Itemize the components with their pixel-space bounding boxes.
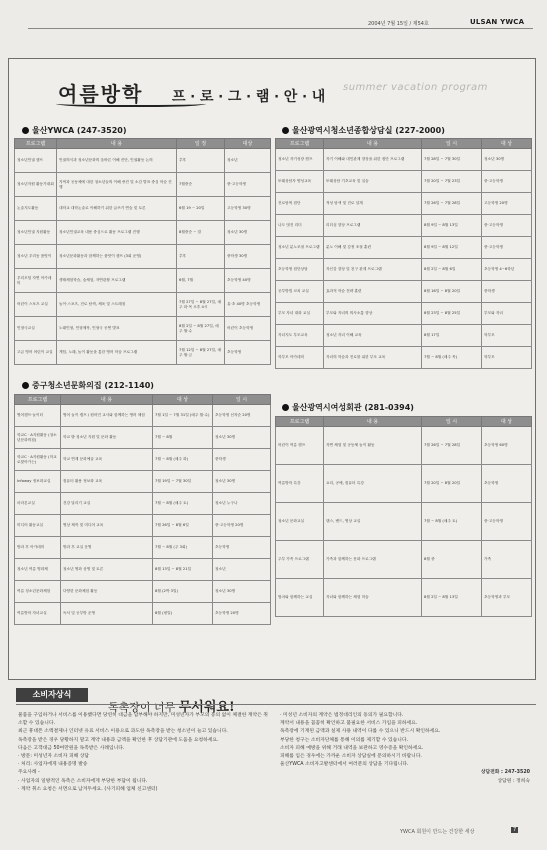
table-cell: 초등학생 집단상담 — [276, 259, 324, 281]
table-cell: 초등학생과 부모 — [482, 579, 532, 617]
table-cell: 자녀지도 부모교육 — [276, 325, 324, 347]
table-cell: 여름방학 자녀교실 — [15, 603, 61, 625]
table-cell: 인권의식과 청소년문화의 올바른 이해 진단, 인권활동 논의 — [57, 149, 177, 173]
table-cell: 가족과 함께하는 문화 프로그램 — [324, 541, 422, 579]
table-cell: 영어 놀이 캠프 / 원어민 교사와 함께하는 영어 체험 — [61, 405, 153, 427]
table-cell: 7월 27일 ~ 8월 27일, 매주 화·목 오후 4시 — [177, 293, 225, 317]
table-cell: 8월 16일 ~ 8월 20일 — [422, 281, 482, 303]
column-header: 일 정 — [177, 139, 225, 149]
table-cell: 청소년 누구나 — [213, 493, 271, 515]
table-cell: 초등학생 선착순 20명 — [213, 405, 271, 427]
table-cell: 8월 2일 ~ 8월 27일, 매주 월·수 — [177, 317, 225, 341]
table-cell: 청소년 우리동 품앗이 — [15, 245, 57, 269]
table-cell: 7월 26일 ~ 7월 28일 — [422, 193, 482, 215]
ywca-table — [14, 138, 271, 365]
table-cell: 8월 (평일) — [153, 603, 213, 625]
table-row — [15, 269, 271, 293]
column-header: 내 용 — [57, 139, 177, 149]
counselor-name: 상담원 : 정희숙 — [497, 778, 530, 784]
paragraph: 소비자 피해 예방을 위해 거래 내역을 보관하고 영수증을 확인하세요. — [280, 745, 424, 751]
table-cell: 엄마와 함께하는 교실 — [276, 579, 324, 617]
table-cell: 청소년인권 캠프 — [15, 149, 57, 173]
table-row — [15, 221, 271, 245]
table-cell: 우리모임 자연 아카데미 — [15, 269, 57, 293]
table-cell: 효과적 학습 전략 훈련 — [324, 281, 422, 303]
table-cell: 청소년인권교육 내용 중심으로 활동 프로그램 진행 — [57, 221, 177, 245]
paragraph: 계약서 내용을 꼼꼼히 확인하고 불필요한 서비스 가입을 피하세요. — [280, 721, 418, 727]
table-cell: 지역과 공동체에 대한 청소년들의 이해 증진 및 소감 발표 중심 학습 진행 — [57, 173, 177, 197]
table-row — [276, 503, 532, 541]
table-cell: 7월 20일 ~ 7월 23일 — [422, 171, 482, 193]
column-header: 내 용 — [324, 417, 422, 427]
table-cell: 7월 28일 ~ 7월 30일 — [422, 149, 482, 171]
table-cell: 중·고등학생 — [482, 215, 532, 237]
table-cell: 학부모 — [482, 347, 532, 369]
table-cell: 자신감 향상 및 친구 관계 프로그램 — [324, 259, 422, 281]
table-cell: 공부방법 코치 교실 — [276, 281, 324, 303]
issue-info: 2004년 7월 15일 / 제54호 — [368, 21, 429, 27]
table-cell: 중·고등학생 — [225, 173, 271, 197]
table-cell: 8월 2일 ~ 8월 6일 — [422, 259, 482, 281]
junggu-section-title: 중구청소년문화의집 (212-1140) — [22, 380, 154, 391]
table-cell: 8월 17일 — [422, 325, 482, 347]
table-row — [276, 215, 532, 237]
table-row — [15, 515, 271, 537]
table-cell: 고등학생 20명 — [482, 193, 532, 215]
table-row — [15, 559, 271, 581]
table-cell: 초등학생 — [482, 465, 532, 503]
column-header: 대 상 — [482, 139, 532, 149]
table-cell: 댄스, 밴드, 영상 교실 — [324, 503, 422, 541]
table-cell: 8월 13일 ~ 8월 21일 — [153, 559, 213, 581]
paragraph: 다음은 고객대금 50여만원을 독촉받은 사례입니다. — [18, 745, 125, 751]
paragraph: 독촉장에 기재된 금액과 실제 사용 내역이 다를 수 있으니 반드시 확인하세요. — [280, 729, 441, 735]
table-cell: 게임, 노래, 놀이 활동을 통한 영어 학습 프로그램 — [57, 341, 177, 365]
table-cell: 8월 중 — [422, 541, 482, 579]
table-cell: 분노 이해 및 감정 조절 훈련 — [324, 237, 422, 259]
header-divider — [28, 28, 533, 29]
bullet-icon — [22, 382, 29, 389]
table-row — [15, 603, 271, 625]
table-row — [276, 171, 532, 193]
table-row — [276, 579, 532, 617]
table-row — [276, 303, 532, 325]
table-cell: 영어캠프·놀이터 — [15, 405, 61, 427]
page-number: 7 — [513, 827, 517, 833]
table-cell: 8월 23일 ~ 8월 25일 — [422, 303, 482, 325]
table-row — [276, 149, 532, 171]
table-cell: 리더십 향상 프로그램 — [324, 215, 422, 237]
table-cell: 또래상담자 양성교육 — [276, 171, 324, 193]
table-cell: 청소년 30명 — [482, 149, 532, 171]
table-cell: 인형극교실 — [15, 317, 57, 341]
column-header: 대상 — [225, 139, 271, 149]
table-cell: 미디어 활동교실 — [15, 515, 61, 537]
table-cell: 청소년 문화교실 — [276, 503, 324, 541]
contact-phone: 상담전화 : 247-3520 — [480, 770, 530, 776]
table-cell: 7월 ~ 8월 — [153, 427, 213, 449]
table-row — [15, 173, 271, 197]
table-row — [15, 449, 271, 471]
table-cell: 논술지도활동 — [15, 197, 57, 221]
table-cell: 6월, 7월 — [177, 269, 225, 293]
table-cell: 진로탐색 집단 — [276, 193, 324, 215]
table-cell: 학교 밖 청소년 지원 및 문화 활동 — [61, 427, 153, 449]
paragraph: · 방문: 미성년자 소비자 피해 상담 — [18, 754, 90, 760]
paragraph: 최근 휴대폰 소액결제나 인터넷 유료 서비스 이용으로 과도한 독촉장을 받는 청소년이 늘고 있습니다. — [18, 729, 228, 735]
table-cell: 초등학생 40명 — [225, 269, 271, 293]
table-row — [276, 259, 532, 281]
english-subtitle: summer vacation program — [343, 82, 488, 93]
women-table — [275, 416, 532, 617]
table-row — [276, 465, 532, 503]
table-cell: 중·고등학생 20명 — [213, 515, 271, 537]
paragraph: · 계약 취소 요청은 서면으로 남겨두세요. (사기피해 업체 신고센터) — [18, 786, 158, 792]
column-header: 대 상 — [153, 395, 213, 405]
table-cell: 중학생 — [213, 449, 271, 471]
table-cell: 학교C · A지원활동 (학교로찾아가는) — [15, 449, 61, 471]
table-cell: 초등학생 — [213, 537, 271, 559]
table-cell: 부모 자녀 대화 교실 — [276, 303, 324, 325]
table-cell: 청소년 30명 — [213, 471, 271, 493]
table-cell: 가족 — [482, 541, 532, 579]
table-cell: 자녀와 함께하는 체험 학습 — [324, 579, 422, 617]
table-cell: 자녀의 학습과 진로를 위한 부모 교육 — [324, 347, 422, 369]
table-row — [276, 541, 532, 579]
table-cell: 학부모 — [482, 325, 532, 347]
table-cell: 청소년 자기성장 캠프 — [276, 149, 324, 171]
table-row — [15, 471, 271, 493]
table-cell: 부모와 자녀의 의사소통 향상 — [324, 303, 422, 325]
page-title: 여름방학 — [58, 82, 144, 106]
footer-slogan: YWCA 회원이 만드는 건강한 세상 — [400, 829, 475, 835]
table-cell: 초등학생 20명 — [213, 603, 271, 625]
table-cell: 다양한 문화체험 활동 — [61, 581, 153, 603]
paragraph: · 처리: 사업자에게 내용증명 발송 — [18, 762, 88, 768]
table-row — [15, 245, 271, 269]
table-cell: 중학생 — [482, 281, 532, 303]
table-cell: 7월 12일 ~ 8월 27일, 매주 월·금 — [177, 341, 225, 365]
table-cell: 어린이 스포츠 교실 — [15, 293, 57, 317]
consumer-right-column — [280, 712, 530, 786]
table-cell: 7월 26일 ~ 8월 6일 — [153, 515, 213, 537]
org-name: ULSAN YWCA — [470, 18, 525, 26]
table-cell: 방과 후 교실 운영 — [61, 537, 153, 559]
table-cell: 8월 2일 ~ 8월 13일 — [422, 579, 482, 617]
column-header: 내 용 — [61, 395, 153, 405]
table-row — [276, 281, 532, 303]
table-cell: 주부 가족 프로그램 — [276, 541, 324, 579]
paragraph: · 미성년 소비자의 계약은 법정대리인의 동의가 필요합니다. — [280, 713, 404, 718]
table-row — [276, 347, 532, 369]
table-row — [15, 537, 271, 559]
table-cell: 8월 9일 ~ 8월 13일 — [422, 215, 482, 237]
column-header: 프로그램 — [276, 417, 324, 427]
consumer-divider — [16, 704, 536, 705]
table-cell: 적성 탐색 및 진로 설계 — [324, 193, 422, 215]
paragraph: 물품을 구입하거나 서비스를 이용했다면 당연히 대금을 납부해야 하지만, 미성년자가 부모의 동의 없이 체결한 계약은 취소할 수 있습니다. — [18, 713, 268, 727]
table-cell: 7월 1일 ~ 7월 31일 (매주 월·수) — [153, 405, 213, 427]
column-header: 내 용 — [324, 139, 422, 149]
table-cell: Infoway 정보화교실 — [15, 471, 61, 493]
table-cell: 유·초 40명 초등학생 — [225, 293, 271, 317]
table-cell: 추후 — [177, 245, 225, 269]
junggu-table — [14, 394, 271, 625]
table-cell: 청소년 여름 영화제 — [15, 559, 61, 581]
table-cell: 요리, 공예, 컴퓨터 특강 — [324, 465, 422, 503]
table-cell: 고급 영어 어린이 교실 — [15, 341, 57, 365]
table-cell: 8월중순 ~ 말 — [177, 221, 225, 245]
column-header: 프로그램 — [15, 395, 61, 405]
column-header: 프로그램 — [15, 139, 57, 149]
table-cell: 방과 후 아카데미 — [15, 537, 61, 559]
table-row — [15, 493, 271, 515]
table-cell: 건강 달리기 교실 — [61, 493, 153, 515]
table-cell: 7월 ~ 8월 (매주 토) — [153, 493, 213, 515]
table-cell: 7월중순 — [177, 173, 225, 197]
table-cell: 8월 (2박 3일) — [153, 581, 213, 603]
women-section-title: 울산광역시여성회관 (281-0394) — [282, 402, 414, 413]
table-cell: 학교 연계 문화예술 교육 — [61, 449, 153, 471]
column-header: 프로그램 — [276, 139, 324, 149]
table-cell: 청소년 — [225, 149, 271, 173]
table-cell: 컴퓨터 활용 정보화 교육 — [61, 471, 153, 493]
column-header: 일 시 — [422, 417, 482, 427]
table-cell: 청소년 영화 상영 및 토론 — [61, 559, 153, 581]
table-cell: 중·고등학생 — [482, 171, 532, 193]
table-cell: 자기 이해와 대인관계 향상을 위한 집단 프로그램 — [324, 149, 422, 171]
table-row — [15, 581, 271, 603]
table-cell: 놀이·스포츠, 진로 탐색, 체육 및 스트레칭 — [57, 293, 177, 317]
table-cell: 부모와 자녀 — [482, 303, 532, 325]
table-row — [15, 405, 271, 427]
table-cell: 청소년문화활동과 함께하는 품앗이 캠프 (3회 운영) — [57, 245, 177, 269]
table-row — [276, 193, 532, 215]
paragraph: 울산YWCA 소비자고발센터에서 여러분의 상담을 기다립니다. — [280, 762, 409, 768]
table-cell: 7월 26일 ~ 7월 28일 — [422, 427, 482, 465]
ywca-section-title: 울산YWCA (247-3520) — [22, 125, 127, 136]
table-cell: 학교C · A지원활동 (청소년문화의집) — [15, 427, 61, 449]
table-cell: 7월 ~ 8월 (매주 목) — [422, 347, 482, 369]
consumer-article-title: 독촉장이 너무 무서워요! — [108, 700, 235, 715]
table-row — [276, 325, 532, 347]
table-cell: 6월 19 ~ 20일 — [177, 197, 225, 221]
table-row — [15, 427, 271, 449]
table-cell: 청소년자원 활동가대회 — [15, 173, 57, 197]
paragraph: 피해를 입은 경우에는 가까운 소비자 상담실에 문의하시기 바랍니다. — [280, 754, 422, 760]
table-cell: 어린이 초등학생 — [225, 317, 271, 341]
table-cell: 학부모 아카데미 — [276, 347, 324, 369]
table-row — [15, 341, 271, 365]
paragraph: 독촉장을 받은 경우 당황하지 말고 계약 내용과 금액을 확인한 후 상담기관에 도움을 요청하세요. — [18, 737, 219, 743]
table-cell: 초등학생 — [225, 341, 271, 365]
table-cell: 마라톤교실 — [15, 493, 61, 515]
paragraph: · 사업자의 일방적인 독촉은 소비자에게 부당한 부담이 됩니다. — [18, 778, 148, 784]
table-cell: 중·고등학생 — [482, 237, 532, 259]
table-cell: 영상 제작 및 미디어 교육 — [61, 515, 153, 537]
table-cell: 어린이 여름 캠프 — [276, 427, 324, 465]
table-cell: 7월 ~ 8월 (매주 토) — [422, 503, 482, 541]
table-cell: 청소년 자녀 이해 교육 — [324, 325, 422, 347]
table-cell: 7월 20일 ~ 8월 20일 — [422, 465, 482, 503]
table-cell: 초등학생 4~6학년 — [482, 259, 532, 281]
bullet-icon — [282, 404, 289, 411]
table-cell: 여름 청소년문화체험 — [15, 581, 61, 603]
youth-section-title: 울산광역시청소년종합상담실 (227-2000) — [282, 125, 445, 136]
table-row — [15, 197, 271, 221]
table-cell: 7월 ~ 8월 (매주 화) — [153, 449, 213, 471]
table-row — [15, 149, 271, 173]
table-cell: 7월 ~ 8월 (주 3회) — [153, 537, 213, 559]
table-cell: 추후 — [177, 149, 225, 173]
table-row — [276, 427, 532, 465]
table-cell: 독서 및 공부방 운영 — [61, 603, 153, 625]
table-row — [15, 317, 271, 341]
table-row — [15, 293, 271, 317]
table-cell: 또래상담 기초교육 및 실습 — [324, 171, 422, 193]
table-cell: 청소년인권 지원활동 — [15, 221, 57, 245]
column-header: 일 시 — [213, 395, 271, 405]
column-header: 대 상 — [482, 417, 532, 427]
title-underline — [56, 99, 206, 107]
table-cell: 청소년 30명 — [225, 221, 271, 245]
page-subtitle: 프·로·그·램·안·내 — [172, 89, 329, 105]
table-cell: 생태체험학습, 숲체험, 자연관찰 프로그램 — [57, 269, 177, 293]
table-cell: 청소년 30명 — [213, 581, 271, 603]
table-cell: 청소년 — [213, 559, 271, 581]
table-cell: 청소년 30명 — [213, 427, 271, 449]
table-cell: 초등학생 60명 — [482, 427, 532, 465]
bullet-icon — [22, 127, 29, 134]
youth-table — [275, 138, 532, 369]
bullet-icon — [282, 127, 289, 134]
table-cell: 고등학생 30명 — [225, 197, 271, 221]
table-cell: 청소년 분노조절 프로그램 — [276, 237, 324, 259]
consumer-section-label: 소비자상식 — [16, 688, 88, 702]
table-cell: 7월 19일 ~ 7월 30일 — [153, 471, 213, 493]
table-cell: 대학교 대학논술로 이해하기 위한 글쓰기 연습 및 토론 — [57, 197, 177, 221]
column-header: 일 시 — [422, 139, 482, 149]
table-cell: 중학생 30명 — [225, 245, 271, 269]
table-cell: 중·고등학생 — [482, 503, 532, 541]
paragraph: 주요사례 - — [18, 770, 40, 776]
paragraph: 부당한 청구는 소비자단체를 통해 이의를 제기할 수 있습니다. — [280, 737, 409, 743]
table-cell: 여름방학 특강 — [276, 465, 324, 503]
consumer-left-column — [18, 712, 268, 794]
table-cell: 나도 멋진 리더 — [276, 215, 324, 237]
table-cell: 노래인형, 인형제작, 인형극 공연 발표 — [57, 317, 177, 341]
table-row — [276, 237, 532, 259]
table-cell: 자연 체험 및 공동체 놀이 활동 — [324, 427, 422, 465]
table-cell: 8월 9일 ~ 8월 12일 — [422, 237, 482, 259]
